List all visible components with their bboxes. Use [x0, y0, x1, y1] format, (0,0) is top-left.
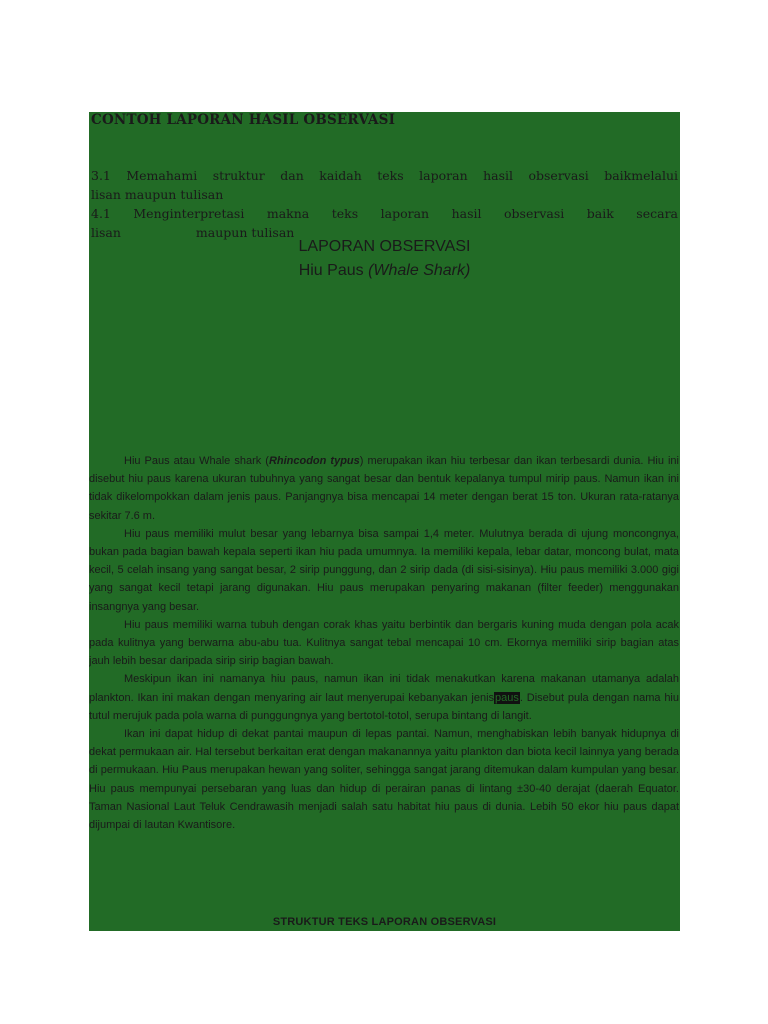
- report-subtitle-plain: Hiu Paus: [298, 262, 369, 279]
- structure-heading: STRUKTUR TEKS LAPORAN OBSERVASI: [272, 916, 497, 928]
- paragraph-2: Hiu paus memiliki mulut besar yang lebarnya bisa sampai 1,4 meter. Mulutnya berada di ujung moncongnya, bukan pada bagian bawah kepala seperti ikan hiu pada umumnya. Ia memiliki kepala, lebar datar, moncong bulat, mata kecil, 5 celah insang yang sangat besar, 2 sirip punggung, dan 2 sirip dada (di sisi-sisinya). Hiu paus memiliki 3.000 gigi yang sangat kecil tetapi jarang digunakan. Hiu paus merupakan penyaring makanan (filter feeder) menggunakan insangnya yang besar.: [89, 527, 679, 613]
- competency-3-1-line-1: 3.1 Memahami struktur dan kaidah teks laporan hasil observasi baikmelalui: [91, 168, 678, 183]
- document-page: [89, 112, 680, 931]
- paragraph-3: Hiu paus memiliki warna tubuh dengan corak khas yaitu berbintik dan bergaris kuning muda dengan pola acak pada kulitnya yang berwarna abu-abu tua. Kulitnya sangat tebal mencapai 10 cm. Ekornya memiliki sirip bagian atas jauh lebih besar daripada sirip sirip bagian bawah.: [89, 618, 679, 668]
- paragraph-4-rest: . Disebut pula dengan nama hiu tutul merujuk pada pola warna di punggungnya yang bertotol-totol, serupa bintang di langit.: [89, 691, 679, 722]
- paragraph-4: [89, 670, 679, 725]
- paragraph-1-start: Hiu Paus atau Whale shark (: [124, 455, 269, 467]
- species-name: Rhincodon typus: [268, 455, 360, 467]
- competency-3-1-line-2: lisan maupun tulisan: [91, 187, 224, 202]
- paragraph-1: [89, 452, 679, 525]
- report-body: [89, 452, 679, 834]
- competency-4-1-line-1: 4.1 Menginterpretasi makna teks laporan hasil observasi baik secara: [91, 206, 678, 221]
- report-subtitle: [89, 262, 680, 280]
- report-title: LAPORAN OBSERVASI: [298, 238, 471, 255]
- paragraph-1-rest: ) merupakan ikan hiu terbesar dan ikan terbesardi dunia. Hiu ini disebut hiu paus karena ukuran tubuhnya yang sangat besar dan bentuk kepalanya tumpul mirip paus. Namun ikan ini tidak dikelompokkan dalam jenis paus. Panjangnya bisa mencapai 14 meter dengan berat 15 ton. Ukuran rata-ratanya sekitar 7.6 m.: [89, 455, 679, 522]
- highlighted-word: paus: [495, 691, 519, 704]
- competency-4-1-maupun-tulisan: maupun tulisan: [195, 225, 295, 240]
- paragraph-5: Ikan ini dapat hidup di dekat pantai maupun di lepas pantai. Namun, menghabiskan lebih banyak hidupnya di dekat permukaan air. Hal tersebut berkaitan erat dengan makanannya yaitu plankton dan biota kecil lainnya yang berada di permukaan. Hiu Paus merupakan hewan yang soliter, sehingga sangat jarang ditemukan dalam kumpulan yang besar. Hiu paus mempunyai persebaran yang luas dan hidup di perairan panas di lintang ±30-40 derajat (daerah Equator. Taman Nasional Laut Teluk Cendrawasih menjadi salah satu habitat hiu paus di dunia. Lebih 50 ekor hiu paus dapat dijumpai di lautan Kwantisore.: [89, 728, 679, 832]
- report-subtitle-italic: (Whale Shark): [368, 262, 471, 279]
- paragraph-4-start: Meskipun ikan ini namanya hiu paus, namun ikan ini tidak menakutkan karena makanan utamanya adalah plankton. Ikan ini makan dengan menyaring air laut menyerupai kebanyakan jenis: [89, 673, 679, 704]
- main-heading: CONTOH LAPORAN HASIL OBSERVASI: [91, 112, 396, 128]
- competency-4-1-lisan: lisan: [91, 225, 121, 240]
